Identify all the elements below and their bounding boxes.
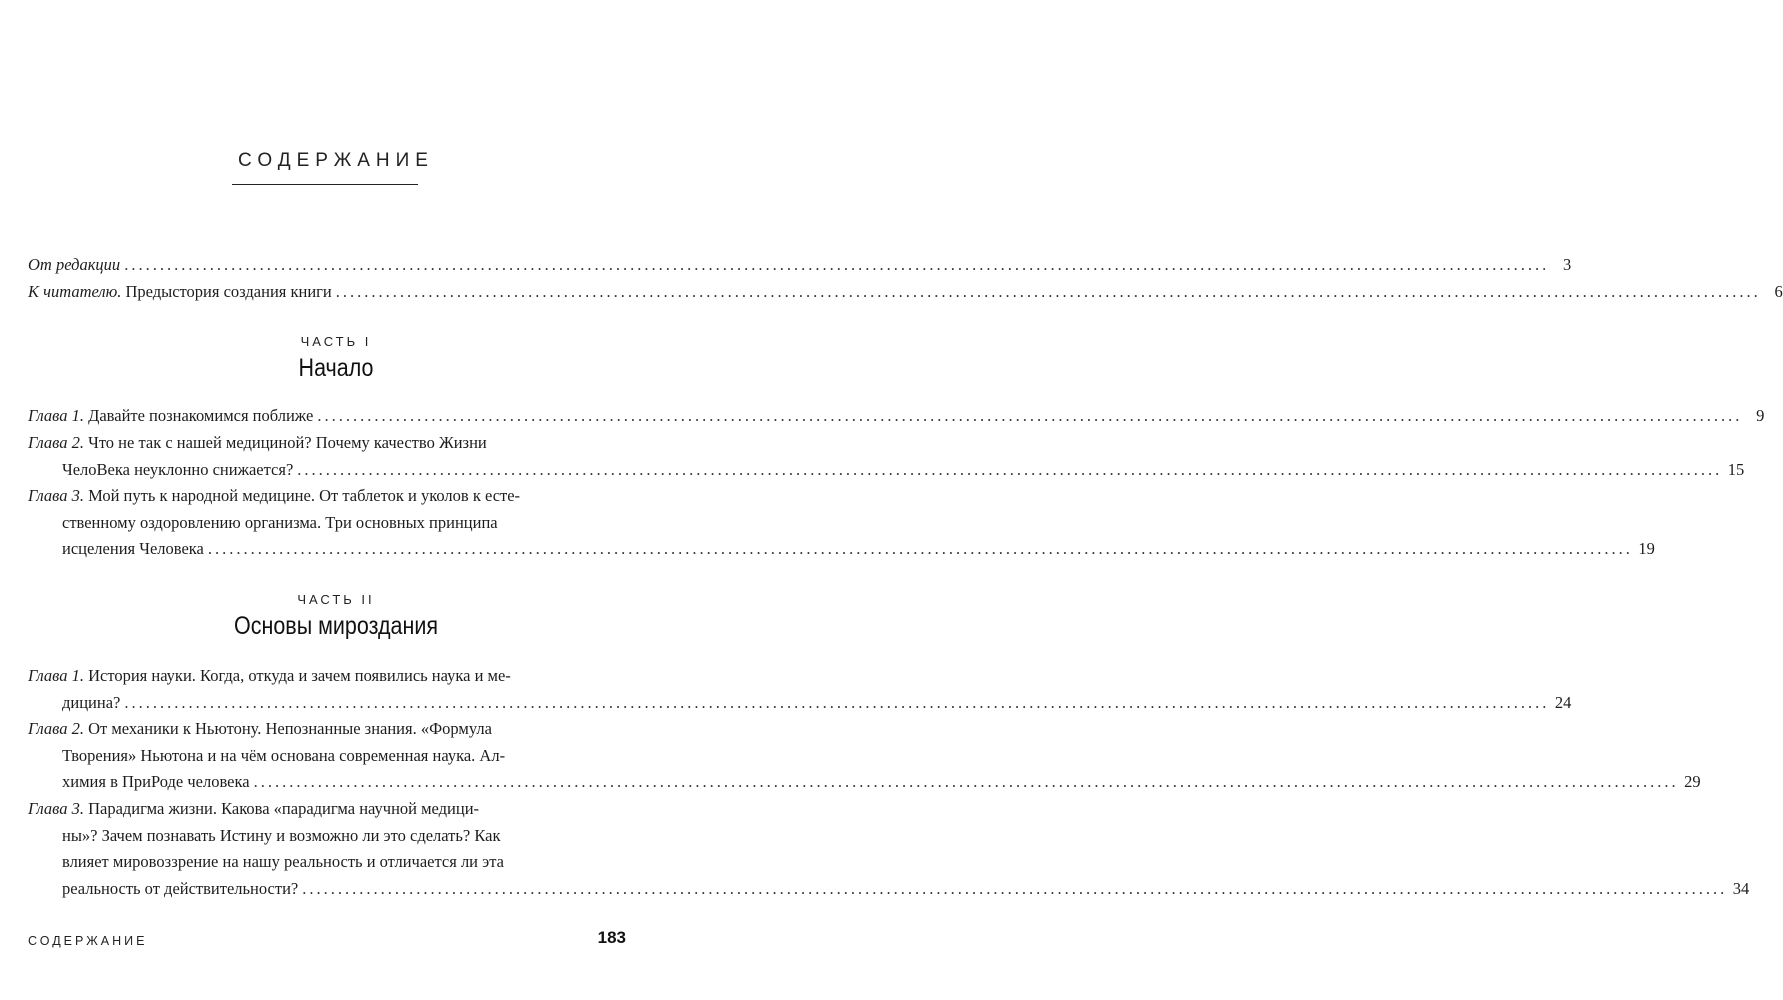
entry-title-line: исцеления Человека [62, 539, 204, 558]
toc-entry [28, 403, 1765, 430]
toc-entry [28, 483, 1655, 563]
part-label: ЧАСТЬ II [297, 592, 375, 607]
toc-entry-reader [28, 279, 1783, 306]
entry-title-line: реальность от действительности? [62, 878, 299, 898]
part-title: Основы мироздания [233, 612, 439, 640]
entry-label: Глава 2. [28, 433, 84, 452]
toc-entry [28, 716, 1701, 796]
entry-title: Предыстория создания книги [121, 282, 332, 301]
entry-label: Глава 3. [28, 486, 84, 505]
toc-entry [28, 430, 1745, 483]
page-number: 29 [1684, 772, 1701, 791]
entry-title-line: От механики к Ньютону. Непознанные знания. «Формула [83, 719, 492, 738]
entry-text [28, 252, 120, 279]
entry-title-line: дицина? [62, 692, 121, 712]
entry-label: Глава 3. [28, 799, 84, 818]
dot-leader: ........................................................................................................................................................................................................ [335, 282, 1761, 301]
entry-title-line: ЧелоВека неуклонно снижается? [62, 459, 294, 479]
page-title: СОДЕРЖАНИЕ [238, 150, 434, 171]
page-number: 34 [1732, 878, 1750, 898]
part-label: ЧАСТЬ I [300, 334, 372, 349]
dot-leader: ........................................................................................................................................................................................................ [297, 459, 1723, 479]
dot-leader: ........................................................................................................................................................................................................ [124, 692, 1550, 712]
entry-label: От редакции [28, 255, 121, 274]
entry-title-line: химия в ПриРоде человека [62, 772, 250, 791]
entry-title-line: Мой путь к народной медицине. От таблеток и уколов к есте- [83, 486, 521, 505]
entry-title-line: Творения» Ньютона и на чём основана современная наука. Ал- [62, 745, 506, 765]
entry-label: К читателю. [28, 282, 122, 301]
dot-leader: ........................................................................................................................................................................................................ [253, 772, 1679, 791]
entry-text [28, 279, 332, 306]
page-number: 6 [1774, 282, 1783, 301]
entry-text [28, 403, 313, 430]
entry-title-line: Что не так с нашей медициной? Почему качество Жизни [83, 433, 487, 452]
toc-entry [28, 663, 1572, 716]
dot-leader: ........................................................................................................................................................................................................ [207, 539, 1633, 558]
page-number: 19 [1638, 539, 1655, 558]
entry-title-line: ственному оздоровлению организма. Три основных принципа [62, 512, 498, 532]
entry-label: Глава 1. [28, 666, 84, 685]
dot-leader: ........................................................................................................................................................................................................ [124, 255, 1550, 274]
entry-label: Глава 1. [28, 406, 84, 425]
entry-title: Давайте познакомимся поближе [83, 406, 314, 425]
dot-leader: ........................................................................................................................................................................................................ [302, 878, 1728, 898]
entry-title-line: ны»? Зачем познавать Истину и возможно ли это сделать? Как [62, 825, 501, 845]
dot-leader: ........................................................................................................................................................................................................ [317, 406, 1743, 425]
toc-entry [28, 796, 1750, 902]
entry-title-line: Парадигма жизни. Какова «парадигма научной медици- [83, 799, 480, 818]
entry-title-line: История науки. Когда, откуда и зачем появились наука и ме- [83, 666, 511, 685]
running-footer: СОДЕРЖАНИЕ [28, 934, 148, 948]
page-number: 24 [1554, 692, 1572, 712]
entry-label: Глава 2. [28, 719, 84, 738]
title-underline [232, 184, 418, 185]
page-number: 15 [1727, 459, 1745, 479]
part-title: Начало [298, 354, 374, 382]
entry-title-line: влияет мировоззрение на нашу реальность и отличается ли эта [62, 852, 504, 871]
folio-page-number: 183 [597, 928, 626, 947]
toc-entry-editorial [28, 252, 1572, 279]
page-number: 3 [1562, 255, 1572, 274]
page-number: 9 [1756, 406, 1765, 425]
